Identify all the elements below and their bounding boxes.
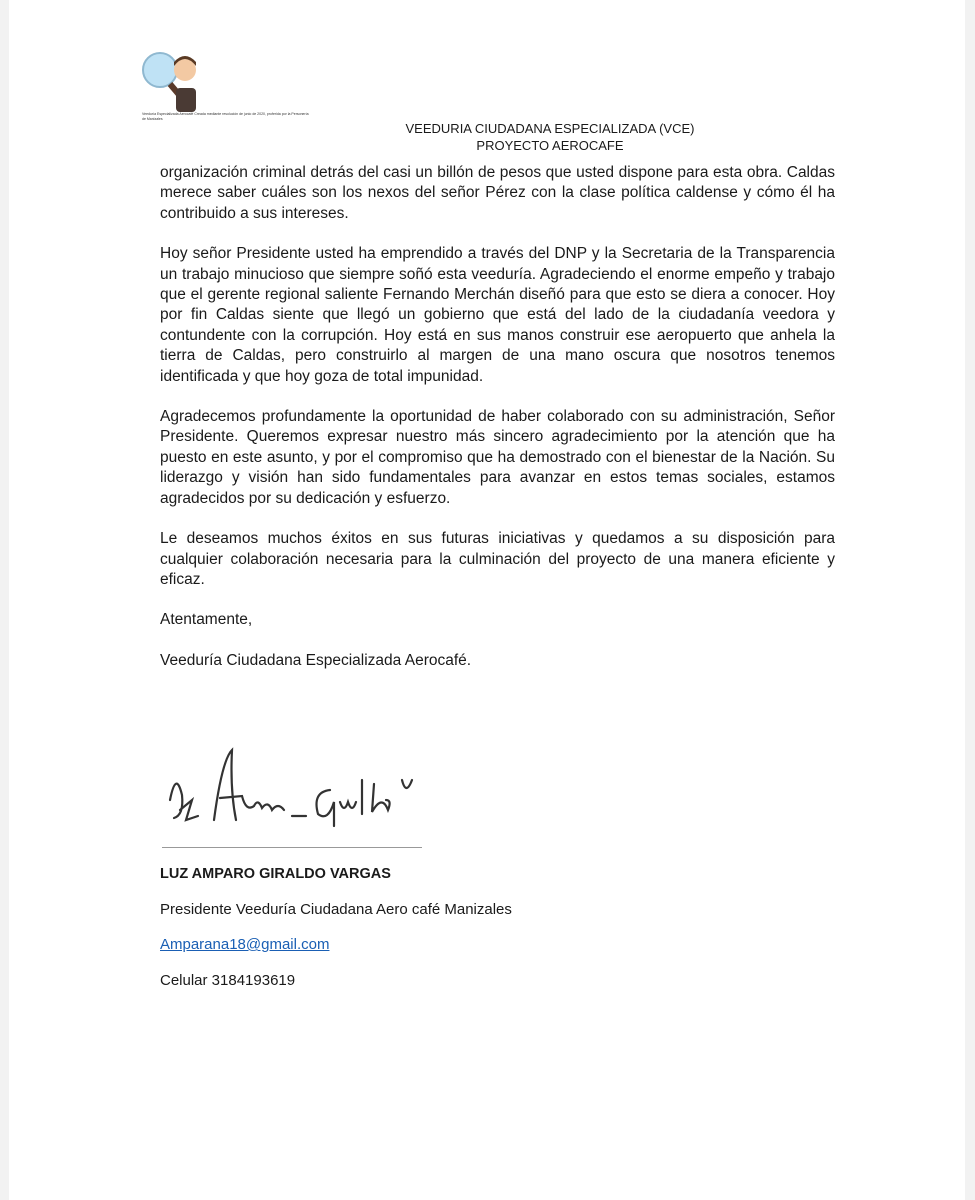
logo-caption: Veeduría Especializada Aerocafé Creada mediante resolución de junio de 2020, proferida por la Personería de Manizales	[142, 112, 309, 121]
signature-line	[162, 847, 422, 848]
letter-body	[160, 163, 835, 691]
document-header	[350, 120, 750, 154]
paragraph: Le deseamos muchos éxitos en sus futuras iniciativas y quedamos a su disposición para cualquier colaboración necesaria para la culminación del proyecto de una manera eficiente y eficaz.	[160, 530, 835, 588]
sender: Veeduría Ciudadana Especializada Aerocafé.	[160, 651, 472, 669]
closing: Atentamente,	[160, 611, 253, 629]
paragraph: organización criminal detrás del casi un billón de pesos que usted dispone para esta obra. Caldas merece saber cuáles son los nexos del señor Pérez con la clase política caldense y cómo él ha contribuido a sus intereses.	[160, 164, 835, 222]
email-link[interactable]: Amparana18@gmail.com	[160, 936, 330, 953]
header-line-1: VEEDURIA CIUDADANA ESPECIALIZADA (VCE)	[405, 121, 695, 136]
header-line-2: PROYECTO AEROCAFE	[476, 138, 624, 153]
paragraph: Agradecemos profundamente la oportunidad de haber colaborado con su administración, Señor Presidente. Queremos expresar nuestro más sincero agradecimiento por la atención que ha puesto en este asunto, y por el compromiso que ha demostrado con el bienestar de la Nación. Su liderazgo y visión han sido fundamentales para avanzar en estos temas sociales, estamos agradecidos por su dedicación y esfuerzo.	[160, 408, 835, 507]
handwritten-signature	[162, 740, 422, 845]
phone-number: Celular 3184193619	[160, 972, 296, 989]
signer-name: LUZ AMPARO GIRALDO VARGAS	[160, 866, 391, 882]
paragraph: Hoy señor Presidente usted ha emprendido a través del DNP y la Secretaria de la Transparencia un trabajo minucioso que siempre soñó esta veeduría. Agradeciendo el enorme empeño y trabajo que el gerente regional saliente Fernando Merchán diseñó para que esto se diera a conocer. Hoy por fin Caldas siente que llegó un gobierno que está del lado de la ciudadanía veedora y contundente con la corrupción. Hoy está en sus manos construir ese aeropuerto que anhela la tierra de Caldas, pero construirlo al margen de una mano oscura que nosotros tenemos identificada y que hoy goza de total impunidad.	[160, 245, 835, 385]
signer-role: Presidente Veeduría Ciudadana Aero café Manizales	[160, 901, 512, 918]
